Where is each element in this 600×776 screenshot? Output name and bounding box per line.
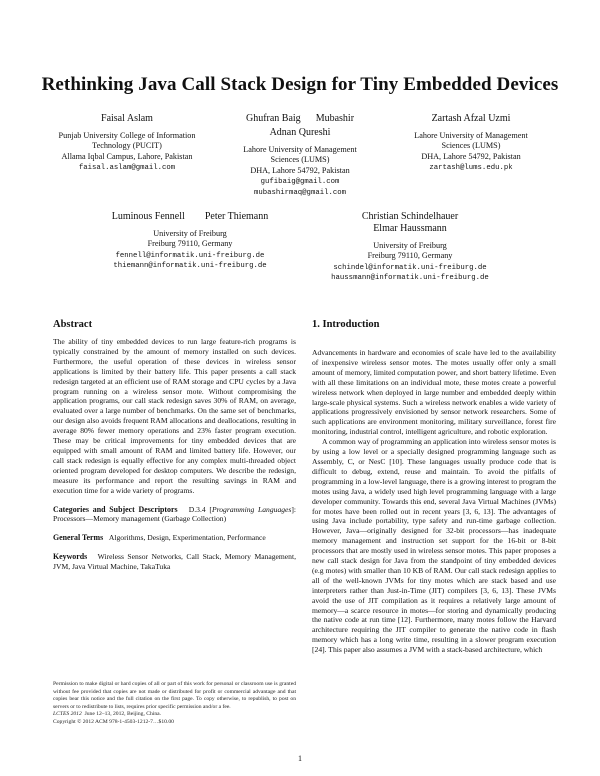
- author-affiliation-line: Sciences (LUMS): [270, 155, 330, 165]
- categories-text-before: D.3.4 [: [188, 504, 212, 514]
- venue-details: June 12–13, 2012, Beijing, China.: [84, 711, 162, 717]
- intro-paragraph: Advancements in hardware and economies of scale have led to the availability of inexpensive wireless sensor motes. The motes usually offer only a small amount of memory, limited computation power, and short battery lifetime. Even with all these limitations on an individual mote, these motes create a powerful wireless network when deployed in large number and embedded deeply within large-scale physical systems. Such a wireless network enables a wide variety of applications progressively envisioned by sensor network researchers. Some of such applications are environment monitoring, military surveillance, forest fire monitoring, industrial control, intelligent agriculture, and robotic exploration.: [312, 348, 556, 437]
- venue-line: [53, 711, 296, 719]
- author-affiliation-line: University of Freiburg: [153, 229, 227, 238]
- keywords-paragraph: [53, 552, 296, 572]
- author-names-line: [310, 211, 510, 235]
- general-terms-paragraph: [53, 533, 296, 543]
- author-email: mubashirmaq@gmail.com: [254, 188, 346, 197]
- author-affiliation-line: Freiburg 79110, Germany: [367, 251, 453, 261]
- author-affiliation-line: University of Freiburg: [373, 241, 447, 250]
- author-affiliation-line: Lahore University of Management: [243, 145, 357, 154]
- general-terms-text: Algorithms, Design, Experimentation, Performance: [108, 533, 266, 543]
- author-block-uzmi: [386, 113, 556, 174]
- keywords-text: Wireless Sensor Networks, Call Stack, Memory Management, JVM, Java Virtual Machine, TakaTuka: [53, 552, 296, 572]
- author-affiliation-line: Freiburg 79110, Germany: [147, 239, 233, 249]
- author-email: fennell@informatik.uni-freiburg.de: [115, 251, 265, 260]
- copyright-line: Copyright © 2012 ACM 978-1-4503-1212-7…$10.00: [53, 718, 174, 725]
- author-block-aslam: [42, 113, 212, 174]
- author-affiliation-line: Sciences (LUMS): [441, 141, 501, 151]
- author-name: Mubashir: [315, 113, 355, 124]
- author-affiliation-line: DHA, Lahore 54792, Pakistan: [250, 165, 350, 175]
- intro-paragraph: A common way of programming an application into wireless sensor motes is by using a low level or a specially designed programming language such as Assembly, C, or NesC [10]. These languages usually produce code that is difficult to debug, extend, reuse and maintain. To avoid the pitfalls of programming in a low-level language, there is a growing interest to program the motes using Java, a widely used high level programming language with a large developer community. Towards this end, several Java Virtual Machines (JVMs) for motes have been rolled out in recent years [3, 6, 13]. The advantages of using Java include portability, type safety and run-time garbage collection. However, Java—originally designed for 32-bit processors—has inadequate memory management and instruction set support for the 16-bit or 8-bit processors that are mostly used in wireless sensor motes. This paper proposes a new call stack design for Java from the standpoint of tiny embedded devices (e.g motes) with smaller than 10 KB of RAM. Our call stack redesign applies to all of the well-known JVMs for tiny motes which are stack based and use interpreters rather than Just-in-Time (JIT) compilers [3, 6, 13]. These JVMs avoid the use of JIT compilation as it requires a relatively large amount of memory—a scarce resource in motes—for storing and dynamically producing the native code at run time [12]. Furthermore, many motes follow the Harvard architecture requiring the JIT compiler to generate the native code in flash memory which has a long write time, resulting in a slower program execution [24]. This paper also assumes a JVM with a stack-based architecture, which: [312, 437, 556, 655]
- author-name: Christian Schindelhauer: [361, 211, 459, 222]
- paper-title: Rethinking Java Call Stack Design for Tiny Embedded Devices: [41, 74, 559, 95]
- left-column: [53, 319, 296, 572]
- author-affiliation-line: Technology (PUCIT): [92, 141, 162, 151]
- author-email: thiemann@informatik.uni-freiburg.de: [113, 262, 267, 271]
- author-affiliation-line: Punjab University College of Information: [58, 131, 196, 140]
- author-name: Faisal Aslam: [101, 113, 153, 124]
- author-name: Luminous Fennell: [111, 211, 185, 222]
- author-email: zartash@lums.edu.pk: [429, 164, 513, 173]
- categories-text-after: ]: Processors—Memory management (Garbage Collection): [53, 504, 296, 524]
- categories-heading: Categories and Subject Descriptors: [53, 504, 178, 514]
- abstract-heading: Abstract: [53, 319, 93, 330]
- author-email: haussmann@informatik.uni-freiburg.de: [331, 274, 489, 283]
- author-affiliation-line: Lahore University of Management: [414, 131, 528, 140]
- author-block-baig-qureshi: [215, 113, 385, 198]
- author-names-line: [100, 211, 280, 223]
- right-column: [312, 319, 556, 655]
- author-email: faisal.aslam@gmail.com: [78, 164, 176, 173]
- author-name: Zartash Afzal Uzmi: [431, 113, 511, 124]
- author-name: Adnan Qureshi: [269, 127, 331, 138]
- author-affiliation-line: Allama Iqbal Campus, Lahore, Pakistan: [61, 151, 193, 161]
- categories-paragraph: [53, 505, 296, 525]
- author-names-line: [215, 113, 385, 125]
- author-email: gufibaig@gmail.com: [260, 178, 340, 187]
- author-block-fennell-thiemann: [100, 211, 280, 272]
- author-name: Ghufran Baig: [245, 113, 301, 124]
- abstract-text: The ability of tiny embedded devices to run large feature-rich programs is typically constrained by the amount of memory installed on such devices. Furthermore, the useful operation of these devices in wireless sensor applications is limited by their battery life. This paper presents a call stack redesign targeted at an efficient use of RAM storage and CPU cycles by a Java program running on a wireless sensor mote. Without compromising the application programs, our call stack redesign saves 30% of RAM, on average, evaluated over a large number of benchmarks. On the same set of benchmarks, our design also avoids frequent RAM allocations and deallocations, resulting in average 80% fewer memory operations and 23% faster program execution. These may be critical improvements for tiny embedded devices that are equipped with small amount of RAM and limited battery life. However, our call stack redesign is equally effective for any complex multi-threaded object oriented program developed for desktop computers. We describe the redesign, measure its performance and report the resulting savings in RAM and execution time for a wide variety of programs.: [53, 337, 296, 495]
- author-block-schindelhauer-haussmann: [310, 211, 510, 284]
- general-terms-heading: General Terms: [53, 533, 104, 543]
- author-name: Elmar Haussmann: [373, 223, 447, 234]
- author-name: Peter Thiemann: [204, 211, 269, 222]
- keywords-heading: Keywords: [53, 552, 88, 562]
- author-email: schindel@informatik.uni-freiburg.de: [333, 263, 487, 272]
- permission-block: [53, 681, 296, 726]
- author-affiliation-line: DHA, Lahore 54792, Pakistan: [421, 151, 521, 161]
- categories-italic: Programming Languages: [211, 504, 292, 514]
- page-number: 1: [298, 754, 302, 763]
- introduction-heading: 1. Introduction: [312, 319, 380, 330]
- permission-text: Permission to make digital or hard copies of all or part of this work for personal or classroom use is granted without fee provided that copies are not made or distributed for profit or commercial advantage and that copies bear this notice and the full citation on the first page. To copy otherwise, to republish, to post on servers or to redistribute to lists, requires prior specific permission and/or a fee.: [53, 681, 296, 710]
- venue-name: LCTES 2012: [53, 711, 82, 717]
